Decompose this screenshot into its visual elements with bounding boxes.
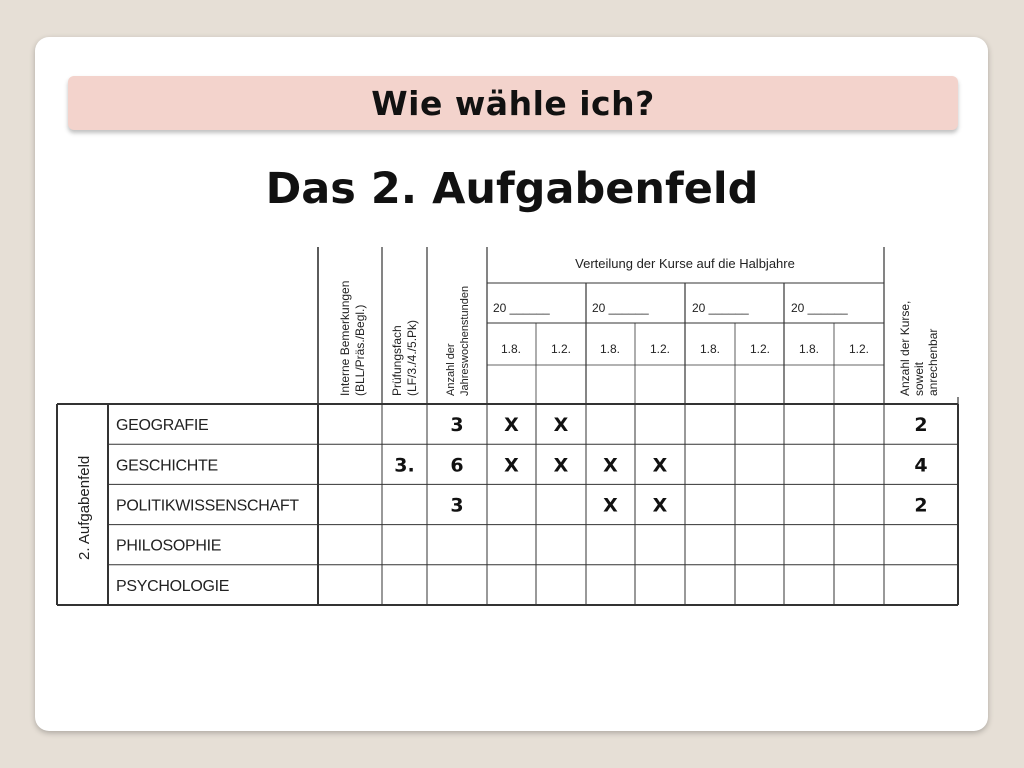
subject-label: POLITIKWISSENSCHAFT <box>116 497 299 515</box>
header-verteilung: Verteilung der Kurse auf die Halbjahre <box>575 256 795 271</box>
header-half: 1.8. <box>798 342 820 356</box>
header-year-1: 20 ______ <box>493 301 550 315</box>
header-year-4: 20 ______ <box>791 301 848 315</box>
anzahl-value: 2 <box>914 414 928 437</box>
slide-subtitle: Das 2. Aufgabenfeld <box>265 164 759 214</box>
subject-label: GEOGRAFIE <box>116 417 209 435</box>
header-half: 1.8. <box>599 342 621 356</box>
kurs-mark: X <box>603 494 618 517</box>
kurs-mark: X <box>504 414 519 437</box>
header-bemerkungen-1: Interne Bemerkungen <box>338 280 352 396</box>
kurs-mark: X <box>504 454 519 477</box>
header-half: 1.2. <box>848 342 870 356</box>
header-kurse-1: Anzahl der Kurse, <box>898 300 912 396</box>
header-year-3: 20 ______ <box>692 301 749 315</box>
pruefungsfach-value: 3. <box>394 454 415 477</box>
anzahl-value: 4 <box>914 454 928 477</box>
section-label: 2. Aufgabenfeld <box>76 455 93 560</box>
stunden-value: 3 <box>450 414 464 437</box>
table-body <box>116 414 928 595</box>
subject-label: PSYCHOLOGIE <box>116 577 230 595</box>
subject-label: GESCHICHTE <box>116 457 218 475</box>
header-anzahl-1: Anzahl der <box>445 343 457 396</box>
header-anzahl-2: Jahreswochenstunden <box>459 285 471 396</box>
header-pruefungsfach-2: (LF/3./4./5.Pk) <box>405 319 419 396</box>
stunden-value: 6 <box>450 454 464 477</box>
header-half: 1.2. <box>550 342 572 356</box>
kurs-mark: X <box>553 414 569 437</box>
header-kurse-3: anrechenbar <box>926 328 940 396</box>
kurs-mark: X <box>652 454 668 477</box>
header-half: 1.8. <box>500 342 522 356</box>
header-bemerkungen-2: (BLL/Präs./Begl.) <box>353 304 367 396</box>
anzahl-value: 2 <box>914 494 928 517</box>
stunden-value: 3 <box>450 494 464 517</box>
slide-title: Wie wähle ich? <box>371 83 655 123</box>
header-half: 1.8. <box>699 342 721 356</box>
header-pruefungsfach-1: Prüfungsfach <box>390 325 404 396</box>
kurs-mark: X <box>603 454 618 477</box>
kurs-mark: X <box>652 494 668 517</box>
subject-label: PHILOSOPHIE <box>116 537 222 555</box>
header-kurse-2: soweit <box>912 361 926 396</box>
header-half: 1.2. <box>649 342 671 356</box>
header-year-2: 20 ______ <box>592 301 649 315</box>
header-half: 1.2. <box>749 342 771 356</box>
kurs-mark: X <box>553 454 569 477</box>
